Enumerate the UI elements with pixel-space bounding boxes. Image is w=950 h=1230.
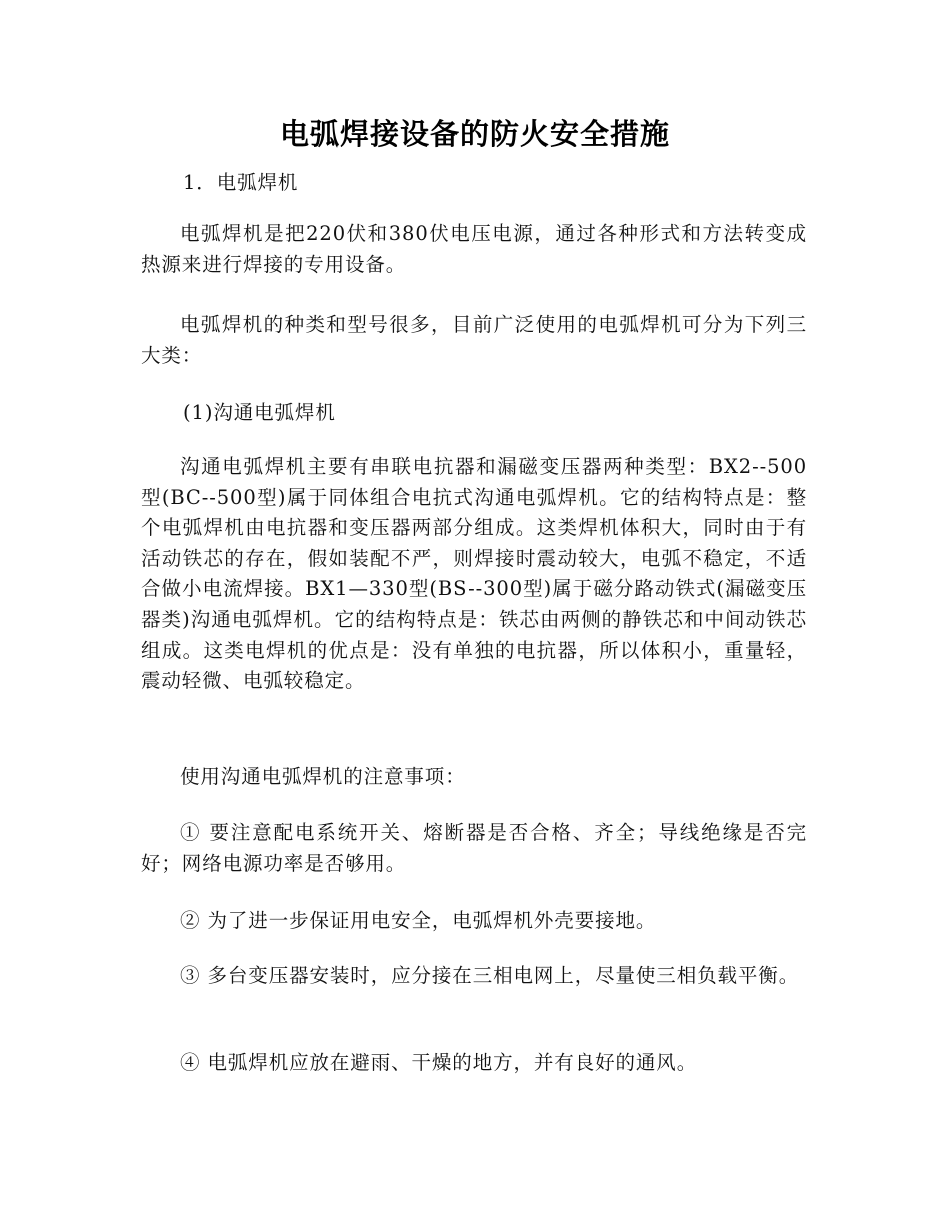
document-title: 电弧焊接设备的防火安全措施 — [279, 117, 670, 151]
subheading-ac-welder: (1)沟通电弧焊机 — [183, 401, 336, 424]
paragraph-notes-intro: 使用沟通电弧焊机的注意事项： — [180, 765, 466, 788]
note-item-1: ① 要注意配电系统开关、熔断器是否合格、齐全；导线绝缘是否完好；网络电源功率是否够用。 — [141, 821, 807, 875]
paragraph-intro: 电弧焊机是把220伏和380伏电压电源，通过各种形式和方法转变成热源来进行焊接的专用设备。 — [141, 222, 807, 276]
section-heading: 1．电弧焊机 — [183, 171, 299, 194]
note-item-3: ③ 多台变压器安装时，应分接在三相电网上，尽量使三相负载平衡。 — [180, 964, 800, 987]
note-item-2: ② 为了进一步保证用电安全，电弧焊机外壳要接地。 — [180, 909, 657, 932]
paragraph-ac-welder: 沟通电弧焊机主要有串联电抗器和漏磁变压器两种类型：BX2--500型(BC--500型)属于同体组合电抗式沟通电弧焊机。它的结构特点是：整个电弧焊机由电抗器和变压器两部分组成。这类焊机体积大，同时由于有活动铁芯的存在，假如装配不严，则焊接时震动较大，电弧不稳定，不适合做小电流焊接。BX1—330型(BS--300型)属于磁分路动铁式(漏磁变压器类)沟通电弧焊机。它的结构特点是：铁芯由两侧的静铁芯和中间动铁芯组成。这类电焊机的优点是：没有单独的电抗器，所以体积小，重量轻，震动轻微、电弧较稳定。 — [141, 455, 807, 693]
paragraph-types: 电弧焊机的种类和型号很多，目前广泛使用的电弧焊机可分为下列三大类： — [141, 313, 807, 367]
note-item-4: ④ 电弧焊机应放在避雨、干燥的地方，并有良好的通风。 — [180, 1051, 698, 1074]
